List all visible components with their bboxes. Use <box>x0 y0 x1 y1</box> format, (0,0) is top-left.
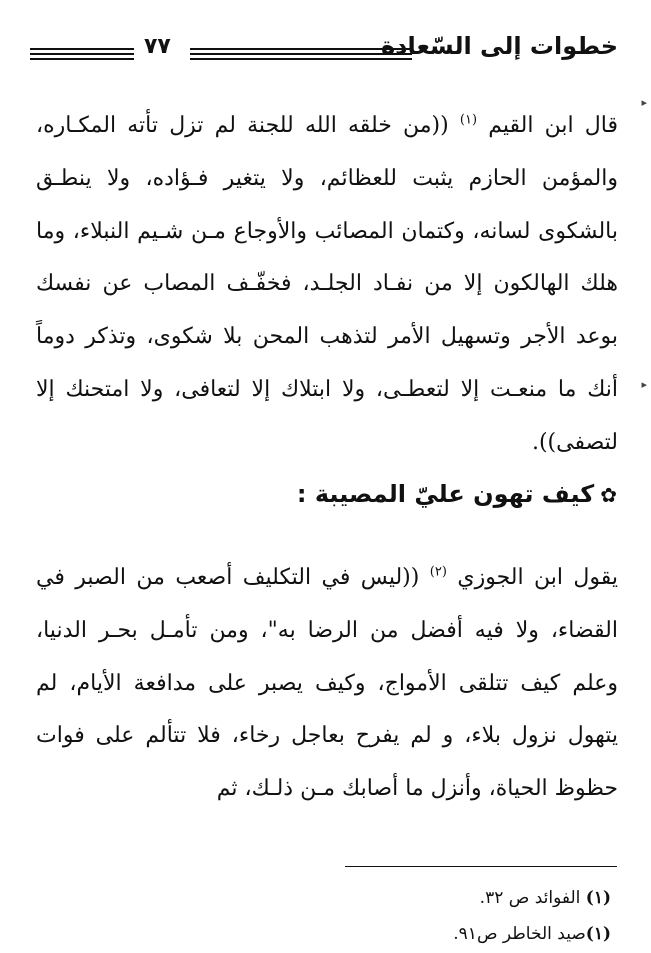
page-number: ٧٧ <box>144 34 171 59</box>
footnotes <box>453 880 611 952</box>
footnote-text: صيد الخاطر ص٩١. <box>453 924 586 944</box>
footnote-text: الفوائد ص ٣٢. <box>479 888 581 908</box>
paragraph-ibn-al-jawzi <box>36 552 618 816</box>
margin-mark: ▸ <box>641 96 647 109</box>
header-rule <box>190 48 412 50</box>
margin-mark: ▸ <box>641 378 647 391</box>
header-rule <box>190 53 412 55</box>
quote-intro: يقول ابن الجوزي <box>457 565 619 590</box>
footnote-ref: (٢) <box>429 564 447 580</box>
page-header <box>30 28 618 72</box>
header-rule <box>190 58 412 60</box>
quote-text: ((من خلقه الله للجنة لم تزل تأته المكـاره، والمؤمن الحازم يثبت للعظائم، ولا يتغير فـؤاده، ولا ينطـق بالشكوى لسانه، وكتمان المصائب والأوجاع مـن شـيم النبلاء، وما هلك الهالكون إلا من نفـاد الجلـد، فخفّـف المصاب عن نفسك بوعد الأجر وتسهيل الأمر لتذهب المحن بلا شكوى، وتذكر دوماً أنك ما منعـت إلا لتعطـى، ولا ابتلاك إلا لتعافى، ولا امتحنك إلا لتصفى)). <box>36 113 618 455</box>
footnote-number: (١) <box>585 888 611 908</box>
header-rule <box>30 48 134 50</box>
footnote-number: (١) <box>585 924 611 944</box>
footnote-item <box>453 880 611 916</box>
header-rule <box>30 53 134 55</box>
quote-intro: قال ابن القيم <box>488 113 618 138</box>
section-heading <box>297 480 617 508</box>
book-title: خطوات إلى السّعادة <box>381 32 618 60</box>
paragraph-ibn-al-qayyim <box>36 100 618 470</box>
footnote-divider <box>345 866 617 867</box>
footnote-item <box>453 916 611 952</box>
quote-text: ((ليس في التكليف أصعب من الصبر في القضاء، ولا فيه أفضل من الرضا به"، ومن تأمـل بحـر الدنيا، وعلم كيف تتلقى الأمواج، وكيف يصبر على مدافعة الأيام، لم يتهول نزول بلاء، و لم يفرح بعاجل رخاء، فلا تتألم على فوات حظوظ الحياة، وأنزل ما أصابك مـن ذلـك، ثم <box>36 565 618 802</box>
heading-text: كيف تهون عليّ المصيبة : <box>296 480 595 508</box>
header-rule <box>30 58 134 60</box>
footnote-ref: (١) <box>459 112 478 128</box>
flower-icon: ✿ <box>600 483 617 507</box>
